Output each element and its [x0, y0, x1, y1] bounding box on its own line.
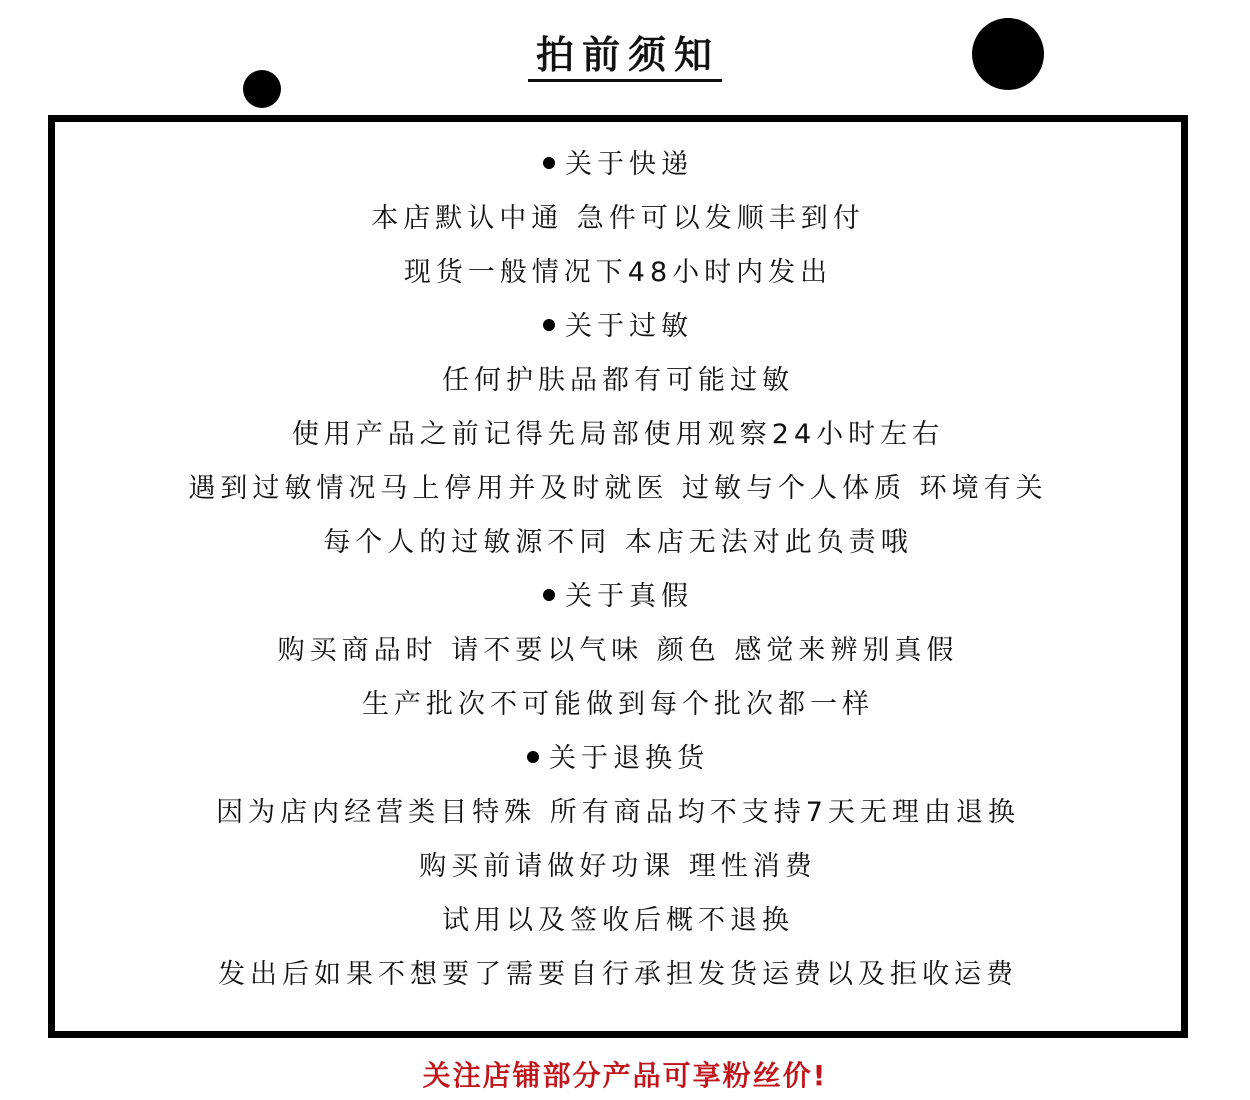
decorative-dot-large — [972, 18, 1044, 90]
notice-content — [55, 144, 1181, 1008]
section-heading-text: 关于退换货 — [549, 743, 709, 774]
page-title-text: 拍前须知 — [528, 33, 722, 82]
notice-line: 因为店内经营类目特殊 所有商品均不支持7天无理由退换 — [216, 797, 1020, 828]
notice-frame — [48, 115, 1188, 1038]
page-title — [0, 30, 1250, 80]
section-heading-allergy — [55, 306, 1181, 360]
notice-line: 本店默认中通 急件可以发顺丰到付 — [371, 203, 865, 234]
section-heading-text: 关于快递 — [565, 149, 693, 180]
bullet-icon — [543, 157, 555, 169]
notice-line: 发出后如果不想要了需要自行承担发货运费以及拒收运费 — [218, 959, 1018, 990]
notice-line: 购买商品时 请不要以气味 颜色 感觉来辨别真假 — [277, 635, 959, 666]
notice-line: 任何护肤品都有可能过敏 — [442, 365, 794, 396]
bullet-icon — [543, 319, 555, 331]
notice-line: 试用以及签收后概不退换 — [442, 905, 794, 936]
footer-promo: 关注店铺部分产品可享粉丝价! — [422, 1059, 828, 1092]
notice-line: 现货一般情况下48小时内发出 — [403, 257, 833, 288]
section-heading-returns — [55, 738, 1181, 792]
decorative-dot-small — [243, 70, 281, 108]
section-heading-text: 关于真假 — [565, 581, 693, 612]
notice-line: 遇到过敏情况马上停用并及时就医 过敏与个人体质 环境有关 — [188, 473, 1048, 504]
bullet-icon — [543, 589, 555, 601]
section-heading-text: 关于过敏 — [565, 311, 693, 342]
notice-line: 使用产品之前记得先局部使用观察24小时左右 — [291, 419, 945, 450]
section-heading-authenticity — [55, 576, 1181, 630]
section-heading-express — [55, 144, 1181, 198]
notice-line: 购买前请做好功课 理性消费 — [419, 851, 817, 882]
notice-line: 生产批次不可能做到每个批次都一样 — [362, 689, 874, 720]
bullet-icon — [527, 751, 539, 763]
notice-line: 每个人的过敏源不同 本店无法对此负责哦 — [323, 527, 913, 558]
